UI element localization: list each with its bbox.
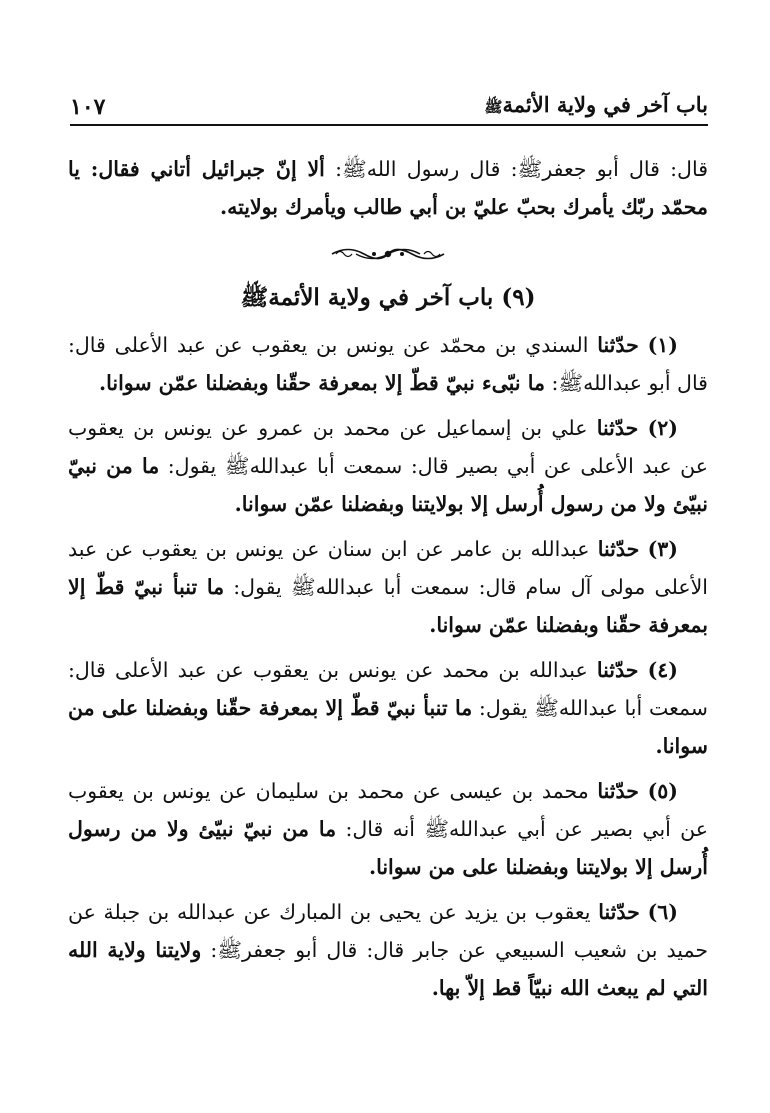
hadith-1: [68, 326, 708, 402]
intro-paragraph: [68, 150, 708, 226]
hadith-chain: عبدالله بن محمد عن يونس بن يعقوب عن عبد الأعلى قال: سمعت أبا عبداللهﷺ يقول:: [68, 658, 708, 720]
hadith-3: [68, 530, 708, 644]
hadith-text: ما نبّىء نبيّ قطّ إلا بمعرفة حقّنا وبفضلنا عمّن سوانا.: [98, 371, 545, 395]
hadith-lead: حدّثنا: [597, 779, 639, 803]
hadith-number: (٤): [647, 658, 678, 682]
section-title: (٩) باب آخر في ولاية الأئمةﷺ: [240, 284, 536, 311]
hadith-text: ما تنبأ نبيّ قطّ إلا بمعرفة حقّنا وبفضلنا على من سوانا.: [68, 696, 708, 758]
intro-bold: ألا إنّ جبرائيل أتاني فقال: يا محمّد ربّك يأمرك بحبّ عليّ بن أبي طالب ويأمرك بولايته.: [68, 157, 708, 219]
hadith-6: [68, 893, 708, 1007]
hadith-2: [68, 409, 708, 523]
hadith-5: [68, 772, 708, 886]
hadith-lead: حدّثنا: [596, 658, 639, 682]
hadith-chain: عبدالله بن عامر عن ابن سنان عن يونس بن يعقوب عن عبد الأعلى مولى آل سام قال: سمعت أبا عبداللهﷺ يقول:: [68, 537, 708, 599]
hadith-chain: السندي بن محمّد عن يونس بن يعقوب عن عبد الأعلى قال: قال أبو عبداللهﷺ:: [68, 333, 708, 395]
hadith-number: (١): [647, 333, 678, 357]
page-number: ١٠٧: [70, 94, 106, 120]
hadith-4: [68, 651, 708, 765]
hadith-lead: حدّثنا: [596, 416, 639, 440]
hadith-text: ما تنبأ نبيّ قطّ إلا بمعرفة حقّنا وبفضلنا عمّن سوانا.: [68, 575, 708, 637]
hadith-number: (٦): [647, 900, 678, 924]
hadith-text: ما من نبيّ نبيّئ ولا من رسول أُرسل إلا بولايتنا وبفضلنا عمّن سوانا.: [68, 454, 708, 516]
hadith-lead: حدّثنا: [598, 900, 640, 924]
page-body: [68, 150, 708, 1014]
header-honorific: ﷺ: [484, 98, 503, 116]
hadith-number: (٢): [647, 416, 678, 440]
ornament-icon: [328, 243, 448, 265]
hadith-chain: علي بن إسماعيل عن محمد بن عمرو عن يونس بن يعقوب عن عبد الأعلى عن أبي بصير قال: سمعت أبا عبداللهﷺ يقول:: [68, 416, 708, 478]
hadith-lead: حدّثنا: [597, 537, 640, 561]
ornament-divider: [68, 236, 708, 272]
hadith-number: (٣): [647, 537, 678, 561]
header-title-text: باب آخر في ولاية الأئمة: [502, 92, 708, 117]
running-header: [70, 80, 708, 120]
hadith-number: (٥): [647, 779, 678, 803]
header-title: [484, 92, 708, 120]
hadith-text: ما من نبيّ نبيّئ ولا من رسول أُرسل إلا بولايتنا وبفضلنا على من سوانا.: [68, 817, 708, 879]
hadith-chain: محمد بن عيسى عن محمد بن سليمان عن يونس بن يعقوب عن أبي بصير عن أبي عبداللهﷺ أنه قال:: [68, 779, 708, 841]
intro-lead: قال: قال أبو جعفرﷺ: قال رسول اللهﷺ:: [335, 157, 708, 181]
header-rule: [70, 124, 708, 126]
hadith-lead: حدّثنا: [597, 333, 639, 357]
hadith-text: ولايتنا ولاية الله التي لم يبعث الله نبيّاً قط إلاّ بها.: [68, 938, 708, 1000]
hadith-chain: يعقوب بن يزيد عن يحيى بن المبارك عن عبدالله بن جبلة عن حميد بن شعيب السبيعي عن جابر قال: قال أبو جعفرﷺ:: [68, 900, 708, 962]
